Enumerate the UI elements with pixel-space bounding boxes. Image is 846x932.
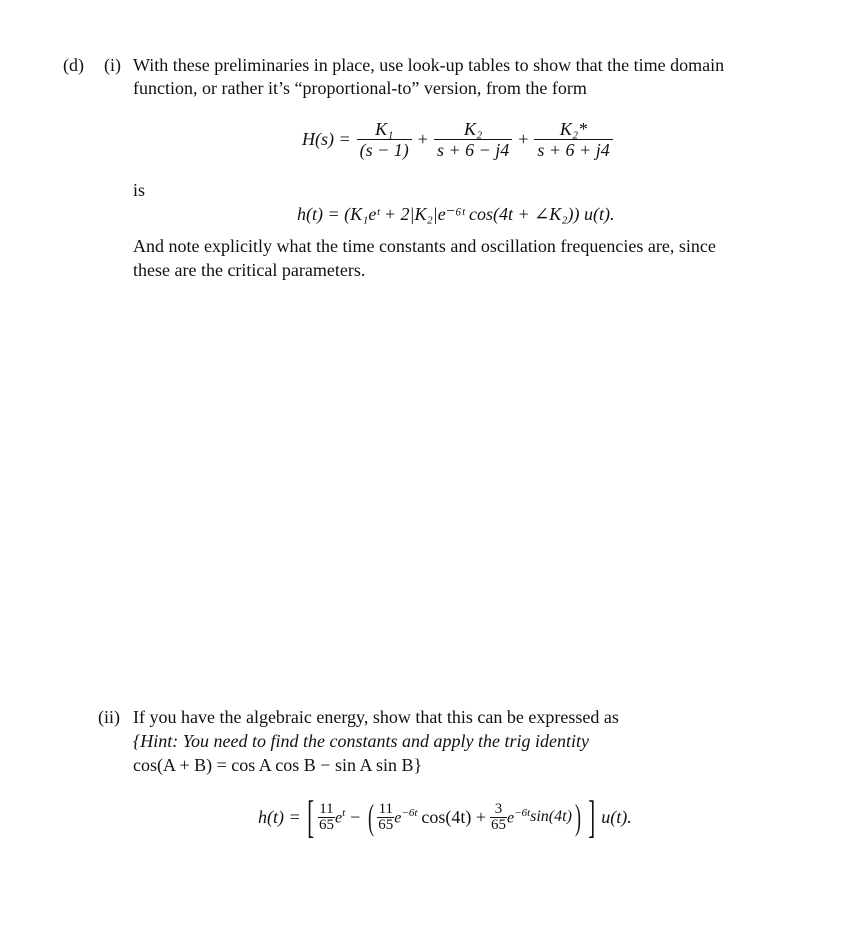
label-i: (i) <box>104 55 121 75</box>
minus-sign: − <box>350 806 361 827</box>
left-bracket: [ <box>306 791 314 842</box>
note-line-1: And note explicitly what the time constants and oscillation frequencies are, since <box>133 236 716 256</box>
cos-term: cos(4t) + <box>421 806 487 827</box>
note-line-2: these are the critical parameters. <box>133 260 366 280</box>
ii-line-1: If you have the algebraic energy, show that this can be expressed as <box>133 707 619 727</box>
term-3-numerator: K₂* <box>559 118 588 139</box>
trig-identity-line: cos(A + B) = cos A cos B − sin A sin B} <box>133 755 423 775</box>
intro-line-2: function, or rather it’s “proportional-to” version, from the form <box>133 78 587 98</box>
step-function: u(t). <box>601 806 632 827</box>
fraction-1-num: 11 <box>319 800 334 817</box>
term-3-denominator: s + 6 + j4 <box>534 139 612 160</box>
hs-lhs: H(s) = <box>302 128 351 149</box>
transfer-function-equation <box>302 114 613 164</box>
term-2-numerator: K₂ <box>463 118 483 139</box>
impulse-response-equation: h(t) = (K₁eᵗ + 2|K₂|e⁻⁶ᵗ cos(4t + ∠K₂)) u(t). <box>297 204 615 224</box>
exp-2: $e^{-6t}$ <box>394 806 418 827</box>
exp-1: $e^t$ <box>334 806 346 827</box>
is-word: is <box>133 180 146 200</box>
term-2-fraction <box>434 119 512 160</box>
exp-3: $e^{-6t}$ <box>507 806 531 827</box>
right-bracket: ] <box>588 791 596 842</box>
left-paren: ( <box>368 797 375 837</box>
right-paren: ) <box>574 797 581 837</box>
term-1-denominator: (s − 1) <box>357 139 412 160</box>
fraction-2-num: 11 <box>378 800 394 817</box>
fraction-3-num: 3 <box>494 800 503 817</box>
plus-1: + <box>417 128 428 149</box>
plus-2: + <box>518 128 529 149</box>
fraction-3 <box>490 802 507 833</box>
fraction-3-den: 65 <box>491 816 507 833</box>
term-3-fraction <box>534 119 612 160</box>
final-expression <box>258 792 632 842</box>
fraction-1-den: 65 <box>318 816 334 833</box>
sin-term: sin(4t) <box>530 808 572 825</box>
fraction-2 <box>377 802 394 833</box>
fraction-2-den: 65 <box>378 816 394 833</box>
term-1-fraction <box>357 119 412 160</box>
fraction-1 <box>318 802 335 833</box>
intro-line-1: With these preliminaries in place, use look-up tables to show that the time domain <box>133 55 725 75</box>
term-2-denominator: s + 6 − j4 <box>434 139 512 160</box>
final-lhs: h(t) = <box>258 806 301 827</box>
label-ii: (ii) <box>98 707 120 727</box>
term-1-numerator: K₁ <box>375 118 394 139</box>
hint-line: {Hint: You need to find the constants and apply the trig identity <box>133 731 589 751</box>
label-d: (d) <box>63 55 84 75</box>
